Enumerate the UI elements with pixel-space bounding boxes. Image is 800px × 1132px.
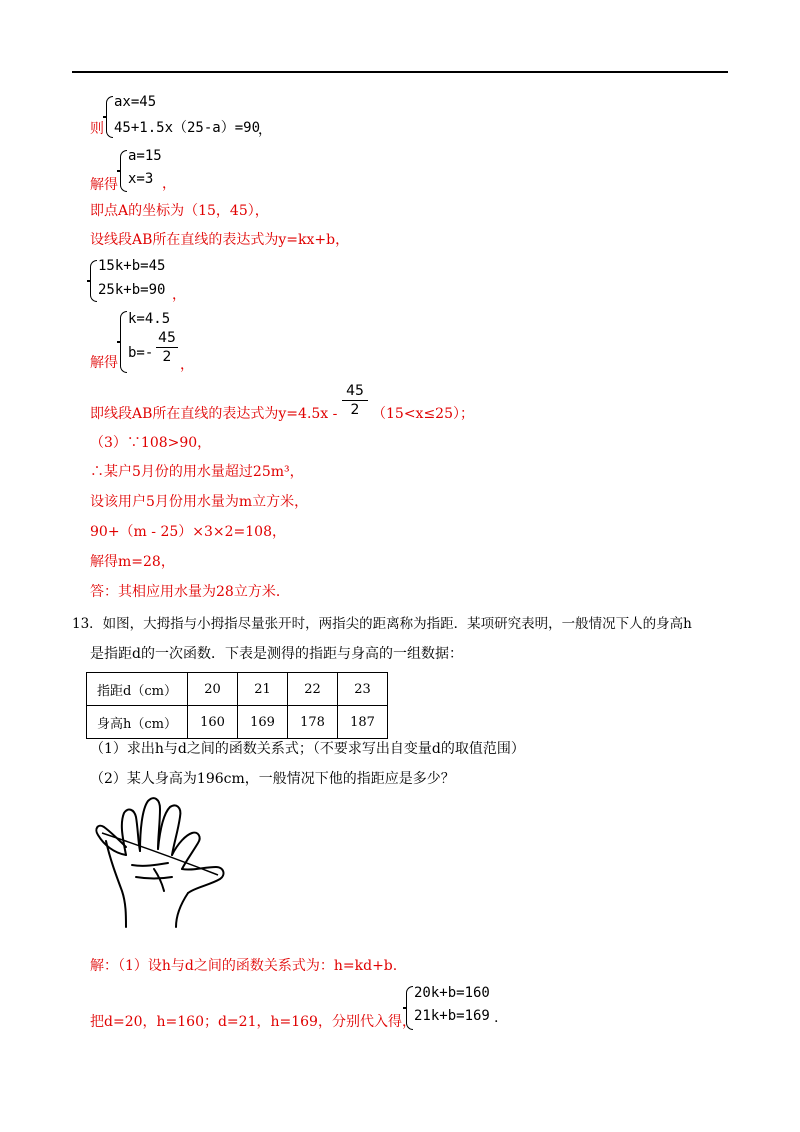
solve-m-line: 解得m=28， bbox=[90, 554, 175, 570]
q13-part2: （2）某人身高为196cm，一般情况下他的指距应是多少？ bbox=[90, 771, 455, 787]
table-header-height: 身高h（cm） bbox=[87, 706, 188, 739]
data-table bbox=[86, 672, 388, 739]
ab-expr-fraction bbox=[342, 383, 368, 418]
q13-part1: （1）求出h与d之间的函数关系式；（不要求写出自变量d的取值范围） bbox=[90, 741, 525, 757]
table-row bbox=[87, 706, 388, 739]
sys3-brace bbox=[90, 260, 97, 302]
solution-brace bbox=[406, 986, 413, 1030]
header-rule bbox=[72, 71, 728, 73]
sys1-brace bbox=[106, 96, 113, 138]
sys1-suffix: ， bbox=[258, 122, 272, 138]
ab-expr-before: 即线段AB所在直线的表达式为y=4.5x - bbox=[90, 406, 338, 422]
sys1-prefix: 则 bbox=[90, 121, 104, 137]
sys4-fraction bbox=[156, 330, 178, 365]
ab-frac-num: 45 bbox=[346, 383, 364, 399]
table-cell: 20 bbox=[188, 673, 238, 706]
solution-line1: 解：（1）设h与d之间的函数关系式为：h=kd+b. bbox=[90, 958, 398, 974]
sys4-brace bbox=[120, 311, 127, 373]
solution-line2: 把d=20，h=160；d=21，h=169，分别代入得， bbox=[90, 1014, 416, 1030]
sys3-eq1: 15k+b=45 bbox=[98, 258, 166, 274]
point-a-line: 即点A的坐标为（15，45）， bbox=[90, 203, 269, 219]
table-cell: 169 bbox=[238, 706, 288, 739]
sys1-eq1: ax=45 bbox=[114, 94, 157, 110]
set-ab-line: 设线段AB所在直线的表达式为y=kx+b， bbox=[90, 232, 350, 248]
sys4-prefix: 解得 bbox=[90, 355, 118, 371]
sys1-eq2: 45+1.5x（25-a）=90 bbox=[114, 120, 261, 136]
answer-line: 答：其相应用水量为28立方米． bbox=[90, 584, 290, 600]
table-cell: 187 bbox=[338, 706, 388, 739]
solution-suffix: . bbox=[494, 1010, 499, 1026]
table-cell: 23 bbox=[338, 673, 388, 706]
sys2-eq2: x=3 bbox=[128, 171, 154, 187]
hand-illustration bbox=[92, 795, 242, 930]
sys3-suffix: ， bbox=[172, 287, 186, 303]
sys4-eq2-lhs: b=- bbox=[128, 345, 154, 361]
solution-eq1: 20k+b=160 bbox=[414, 985, 490, 1001]
sys2-eq1: a=15 bbox=[128, 148, 162, 164]
table-row bbox=[87, 673, 388, 706]
sys4-suffix: ， bbox=[180, 357, 194, 373]
ab-frac-bar bbox=[342, 400, 368, 401]
sys2-suffix: ， bbox=[162, 176, 176, 192]
sys4-frac-bar bbox=[156, 347, 178, 348]
q3-line: （3）∵108>90， bbox=[90, 435, 212, 451]
therefore-line: ∴某户5月份的用水量超过25m³， bbox=[90, 464, 304, 480]
table-cell: 178 bbox=[288, 706, 338, 739]
sys2-prefix: 解得 bbox=[90, 177, 118, 193]
sys3-eq2: 25k+b=90 bbox=[98, 282, 166, 298]
table-cell: 160 bbox=[188, 706, 238, 739]
table-header-span: 指距d（cm） bbox=[87, 673, 188, 706]
table-cell: 21 bbox=[238, 673, 288, 706]
sys2-brace bbox=[120, 150, 127, 192]
q13-line1: 13．如图，大拇指与小拇指尽量张开时，两指尖的距离称为指距．某项研究表明，一般情况下人的身高h bbox=[72, 616, 692, 632]
sys4-eq1: k=4.5 bbox=[128, 311, 171, 327]
ab-expr-after: （15<x≤25）； bbox=[372, 406, 474, 422]
sys4-frac-den: 2 bbox=[162, 349, 172, 365]
table-cell: 22 bbox=[288, 673, 338, 706]
set-m-line: 设该用户5月份用水量为m立方米， bbox=[90, 494, 309, 510]
solution-eq2: 21k+b=169 bbox=[414, 1008, 490, 1024]
q13-line2: 是指距d的一次函数．下表是测得的指距与身高的一组数据： bbox=[90, 646, 463, 662]
equation-line: 90+（m - 25）×3×2=108， bbox=[90, 524, 286, 540]
ab-frac-den: 2 bbox=[350, 402, 360, 418]
sys4-frac-num: 45 bbox=[158, 330, 176, 346]
